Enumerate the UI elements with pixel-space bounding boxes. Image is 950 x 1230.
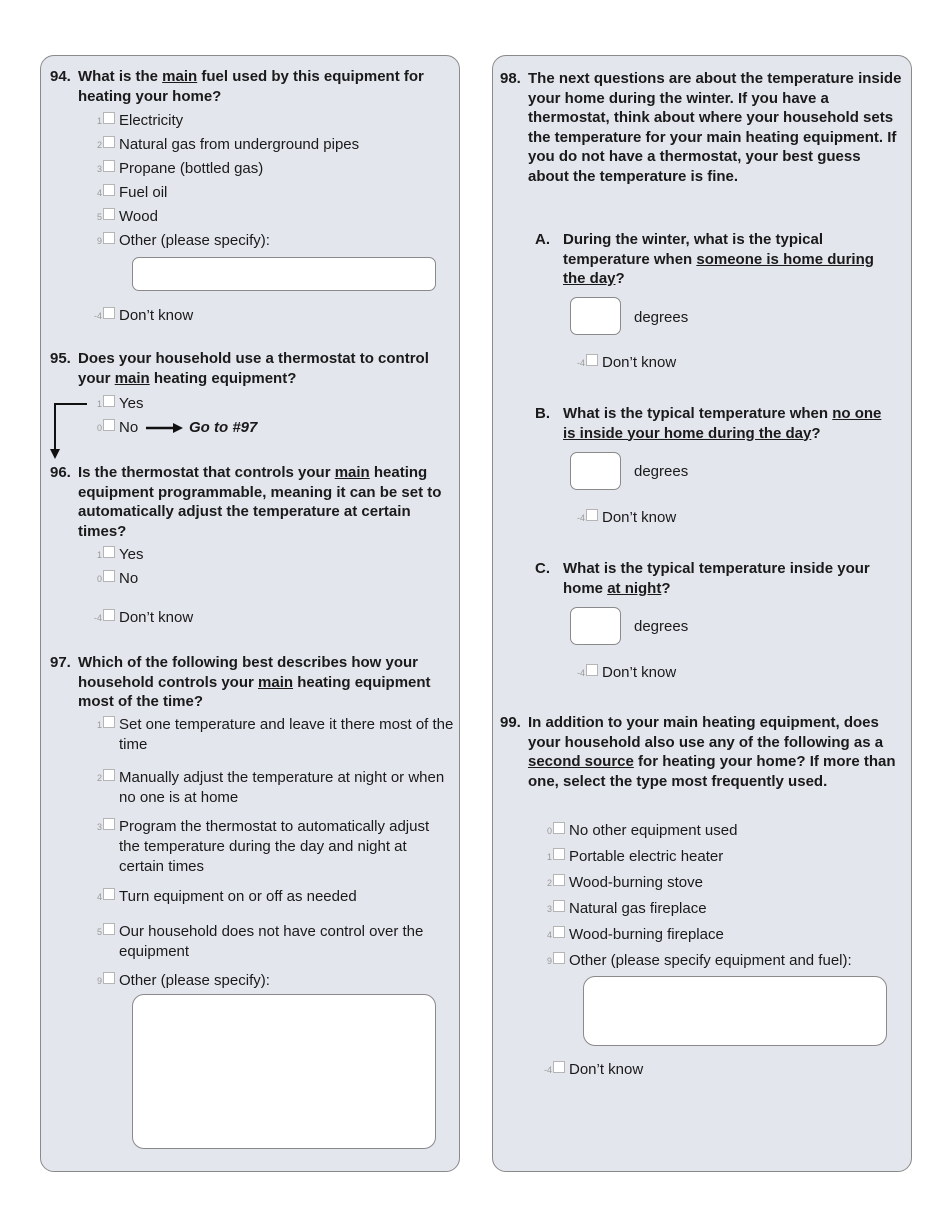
checkbox[interactable]: [103, 570, 115, 582]
question-number: 97.: [50, 654, 71, 671]
q99-option-wood-fireplace[interactable]: 4 Wood-burning fireplace: [546, 926, 724, 943]
q94-option-electricity[interactable]: 1 Electricity: [96, 112, 184, 129]
q99-other-specify-field[interactable]: [583, 976, 887, 1046]
checkbox[interactable]: [553, 874, 565, 886]
checkbox[interactable]: [586, 354, 598, 366]
q97-option-other[interactable]: 9 Other (please specify):: [96, 972, 270, 989]
q98b-degrees-input[interactable]: [570, 452, 621, 490]
checkbox[interactable]: [553, 926, 565, 938]
question-number: 94.: [50, 68, 71, 85]
q96-option-dont-know[interactable]: -4 Don’t know: [93, 609, 194, 626]
question-number: 95.: [50, 350, 71, 367]
question-98: 98. The next questions are about the temperature inside your home during the winter. If you have a thermostat, think about where your household sets the temperature for your main heating equipment. If you do not have a thermostat, your best guess about the temperature is fine.: [500, 70, 902, 185]
checkbox[interactable]: [103, 818, 115, 830]
question-number: 96.: [50, 464, 71, 481]
checkbox[interactable]: [553, 952, 565, 964]
question-98c: C. What is the typical temperature inside your home at night?: [535, 560, 870, 597]
checkbox[interactable]: [103, 972, 115, 984]
degrees-label: degrees: [634, 309, 689, 326]
q98a-option-dont-know[interactable]: -4 Don’t know: [576, 354, 677, 371]
q94-option-propane[interactable]: 3 Propane (bottled gas): [96, 160, 264, 177]
question-95: 95. Does your household use a thermostat to control your main heating equipment?: [50, 350, 429, 387]
q97-option-3[interactable]: 3 Program the thermostat to automatically adjust the temperature during the day and night at certain times: [96, 818, 430, 875]
checkbox[interactable]: [103, 395, 115, 407]
q99-option-gas-fireplace[interactable]: 3 Natural gas fireplace: [546, 900, 707, 917]
checkbox[interactable]: [103, 307, 115, 319]
q96-option-no[interactable]: 0 No: [96, 570, 139, 587]
q99-option-other[interactable]: 9 Other (please specify equipment and fuel):: [546, 952, 852, 969]
q97-other-specify-field[interactable]: [132, 994, 436, 1149]
q97-option-1[interactable]: 1 Set one temperature and leave it there most of the time: [96, 716, 454, 753]
skip-right-arrow-icon: [145, 420, 185, 436]
q97-option-4[interactable]: 4 Turn equipment on or off as needed: [96, 888, 357, 905]
q99-option-none[interactable]: 0 No other equipment used: [546, 822, 738, 839]
checkbox[interactable]: [553, 822, 565, 834]
sub-letter: A.: [535, 231, 550, 248]
checkbox[interactable]: [586, 664, 598, 676]
checkbox[interactable]: [103, 232, 115, 244]
checkbox[interactable]: [103, 160, 115, 172]
q94-option-natural-gas[interactable]: 2 Natural gas from underground pipes: [96, 136, 360, 153]
checkbox[interactable]: [103, 136, 115, 148]
checkbox[interactable]: [553, 848, 565, 860]
question-97: 97. Which of the following best describes how your household controls your main heating equipment most of the time?: [50, 654, 431, 710]
q94-other-specify-field[interactable]: [132, 257, 436, 291]
q99-option-wood-stove[interactable]: 2 Wood-burning stove: [546, 874, 703, 891]
checkbox[interactable]: [586, 509, 598, 521]
q98c-degrees-input[interactable]: [570, 607, 621, 645]
skip-yes-arrow-icon: [40, 395, 100, 465]
q98c-option-dont-know[interactable]: -4 Don’t know: [576, 664, 677, 681]
q94-option-wood[interactable]: 5 Wood: [96, 208, 158, 225]
checkbox[interactable]: [103, 716, 115, 728]
question-number: 99.: [500, 714, 521, 731]
q97-option-5[interactable]: 5 Our household does not have control over the equipment: [96, 923, 424, 960]
checkbox[interactable]: [103, 208, 115, 220]
checkbox[interactable]: [553, 1061, 565, 1073]
checkbox[interactable]: [103, 769, 115, 781]
question-99: 99. In addition to your main heating equipment, does your household also use any of the following as a second source for heating your home? If more than one, select the type most frequently used.: [500, 714, 896, 790]
sub-letter: B.: [535, 405, 550, 422]
degrees-label: degrees: [634, 618, 689, 635]
checkbox[interactable]: [103, 419, 115, 431]
q95-option-no[interactable]: 0 No: [96, 419, 139, 436]
checkbox[interactable]: [103, 184, 115, 196]
question-number: 98.: [500, 70, 521, 87]
sub-letter: C.: [535, 560, 550, 577]
q94-option-fuel-oil[interactable]: 4 Fuel oil: [96, 184, 168, 201]
skip-instruction: Go to #97: [189, 419, 258, 436]
q99-option-portable-heater[interactable]: 1 Portable electric heater: [546, 848, 724, 865]
q99-option-dont-know[interactable]: -4 Don’t know: [543, 1061, 644, 1078]
q94-option-other[interactable]: 9 Other (please specify):: [96, 232, 270, 249]
checkbox[interactable]: [103, 112, 115, 124]
degrees-label: degrees: [634, 463, 689, 480]
q96-option-yes[interactable]: 1 Yes: [96, 546, 144, 563]
checkbox[interactable]: [103, 609, 115, 621]
checkbox[interactable]: [103, 888, 115, 900]
q97-option-2[interactable]: 2 Manually adjust the temperature at night or when no one is at home: [96, 769, 445, 806]
checkbox[interactable]: [103, 923, 115, 935]
q98a-degrees-input[interactable]: [570, 297, 621, 335]
checkbox[interactable]: [553, 900, 565, 912]
q94-option-dont-know[interactable]: -4 Don’t know: [93, 307, 194, 324]
question-98a: A. During the winter, what is the typical temperature when someone is home during the day?: [535, 231, 874, 287]
question-96: 96. Is the thermostat that controls your main heating equipment programmable, meaning it can be set to automatically adjust the temperature at certain times?: [50, 464, 442, 540]
checkbox[interactable]: [103, 546, 115, 558]
q98b-option-dont-know[interactable]: -4 Don’t know: [576, 509, 677, 526]
question-94: 94. What is the main fuel used by this equipment for heating your home?: [50, 68, 424, 105]
q95-option-yes[interactable]: 1 Yes: [96, 395, 144, 412]
question-98b: B. What is the typical temperature when no one is inside your home during the day?: [535, 405, 882, 442]
